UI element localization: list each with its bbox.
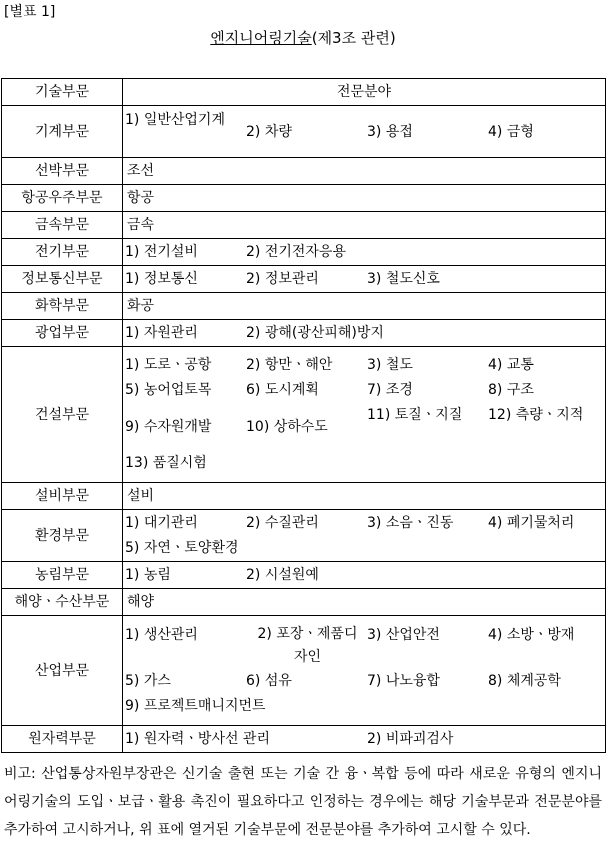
field-item: 11) 토질ㆍ지질	[367, 407, 463, 423]
table-row	[2, 266, 606, 293]
table-row	[2, 106, 606, 158]
table-row	[2, 212, 606, 239]
field-item: 4) 폐기물처리	[488, 514, 575, 531]
field-item: 1) 일반산업기계	[125, 111, 225, 128]
field-item: 2) 전기전자응용	[246, 243, 346, 260]
table-row	[2, 616, 606, 726]
field-item: 9) 수자원개발	[125, 419, 212, 435]
row-category: 원자력부문	[2, 726, 123, 753]
row-fields	[123, 239, 606, 266]
table-row	[2, 589, 606, 616]
table-row	[2, 239, 606, 266]
row-category: 설비부문	[2, 483, 123, 510]
row-fields: 해양	[123, 589, 606, 616]
row-category: 환경부문	[2, 510, 123, 562]
field-item: 10) 상하수도	[246, 419, 328, 435]
row-category: 광업부문	[2, 320, 123, 347]
field-item: 5) 가스	[125, 672, 171, 689]
field-item: 9) 프로젝트매니지먼트	[125, 697, 266, 714]
header-category: 기술부문	[2, 79, 123, 106]
field-item: 2) 포장ㆍ제품디자인	[257, 625, 358, 665]
row-category: 기계부문	[2, 106, 123, 158]
row-fields	[123, 347, 606, 483]
row-fields	[123, 726, 606, 753]
row-fields: 화공	[123, 293, 606, 320]
table-row	[2, 483, 606, 510]
field-item: 1) 전기설비	[125, 243, 198, 260]
field-item: 2) 차량	[246, 123, 292, 140]
table-row	[2, 320, 606, 347]
field-item: 3) 철도	[367, 357, 413, 373]
row-fields	[123, 320, 606, 347]
table-row	[2, 185, 606, 212]
field-item: 2) 수질관리	[246, 514, 319, 531]
field-item: 5) 자연ㆍ토양환경	[125, 539, 239, 556]
table-row	[2, 293, 606, 320]
row-category: 산업부문	[2, 616, 123, 726]
row-fields	[123, 616, 606, 726]
field-item: 2) 항만ㆍ해안	[246, 357, 333, 373]
field-item: 1) 농림	[125, 566, 171, 583]
field-item: 1) 정보통신	[125, 270, 198, 287]
row-category: 정보통신부문	[2, 266, 123, 293]
field-item: 7) 나노융합	[367, 672, 440, 689]
title-main: 엔지니어링기술	[210, 29, 312, 47]
row-fields	[123, 266, 606, 293]
field-item: 8) 구조	[488, 382, 534, 398]
row-fields	[123, 562, 606, 589]
field-item: 4) 소방ㆍ방재	[488, 626, 575, 643]
table-row	[2, 158, 606, 185]
field-item: 4) 교통	[488, 357, 534, 373]
header-fields: 전문분야	[123, 79, 606, 106]
field-item: 3) 소음ㆍ진동	[367, 514, 454, 531]
field-item: 6) 섬유	[246, 672, 292, 689]
row-category: 금속부문	[2, 212, 123, 239]
field-item: 7) 조경	[367, 382, 413, 398]
field-item: 12) 측량ㆍ지적	[488, 407, 584, 423]
field-item: 1) 도로ㆍ공항	[125, 357, 212, 373]
field-item: 1) 대기관리	[125, 514, 198, 531]
row-category: 항공우주부문	[2, 185, 123, 212]
engineering-tech-table	[1, 78, 606, 753]
field-item: 13) 품질시험	[125, 455, 207, 471]
field-item: 1) 자원관리	[125, 324, 198, 341]
table-row	[2, 347, 606, 483]
field-item: 2) 비파괴검사	[367, 730, 454, 747]
appendix-label: [별표 1]	[4, 4, 56, 20]
document-title	[0, 28, 606, 48]
field-item: 5) 농어업토목	[125, 382, 212, 398]
table-row	[2, 562, 606, 589]
row-fields	[123, 510, 606, 562]
field-item: 3) 철도신호	[367, 270, 440, 287]
field-item: 1) 원자력ㆍ방사선 관리	[125, 730, 270, 747]
table-header-row	[2, 79, 606, 106]
field-item: 8) 체계공학	[488, 672, 561, 689]
row-category: 선박부문	[2, 158, 123, 185]
table-row	[2, 726, 606, 753]
row-category: 건설부문	[2, 347, 123, 483]
field-item: 2) 정보관리	[246, 270, 319, 287]
field-item: 3) 용접	[367, 123, 413, 140]
row-category: 해양ㆍ수산부문	[2, 589, 123, 616]
row-fields: 금속	[123, 212, 606, 239]
field-item: 2) 시설원예	[246, 566, 319, 583]
field-item: 2) 광해(광산피해)방지	[246, 324, 384, 341]
field-item: 1) 생산관리	[125, 626, 198, 643]
table-row	[2, 510, 606, 562]
row-category: 화학부문	[2, 293, 123, 320]
note-text: 비고: 산업통상자원부장관은 신기술 출현 또는 기술 간 융ㆍ복합 등에 따라 새로운 유형의 엔지니어링기술의 도입ㆍ보급ㆍ활용 촉진이 필요하다고 인정하는 경우에는 해당 기술부문과 전문분야를 추가하여 고시하거나, 위 표에 열거된 기술부문에 전문분야를 추가하여 고시할 수 있다.	[4, 766, 602, 838]
row-fields: 항공	[123, 185, 606, 212]
row-fields	[123, 106, 606, 158]
field-item: 3) 산업안전	[367, 626, 440, 643]
title-sub: (제3조 관련)	[311, 29, 396, 47]
row-category: 농림부문	[2, 562, 123, 589]
row-category: 전기부문	[2, 239, 123, 266]
row-fields: 설비	[123, 483, 606, 510]
field-item: 6) 도시계획	[246, 382, 319, 398]
row-fields: 조선	[123, 158, 606, 185]
field-item: 4) 금형	[488, 123, 534, 140]
